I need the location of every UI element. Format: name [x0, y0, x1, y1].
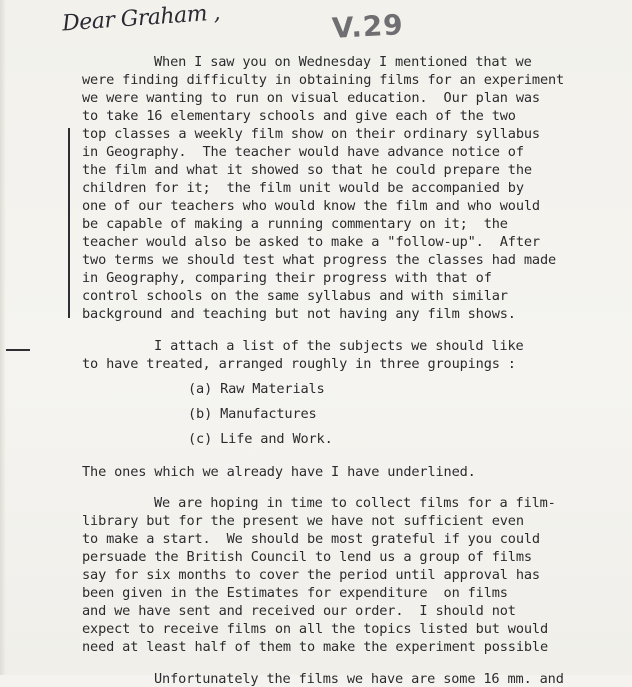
margin-marking-line	[68, 128, 70, 318]
letter-line: in Geography. The teacher would have advance notice of	[82, 144, 524, 160]
letter-line: persuade the British Council to lend us a group of films	[82, 549, 532, 565]
letter-line: (b) Manufactures	[188, 406, 317, 422]
letter-line: When I saw you on Wednesday I mentioned that we	[154, 54, 532, 70]
reference-number: V.29	[331, 8, 405, 45]
letter-line: were finding difficulty in obtaining films for an experiment	[82, 72, 565, 88]
letter-line: top classes a weekly film show on their ordinary syllabus	[82, 126, 540, 142]
letter-line: I attach a list of the subjects we should like	[154, 338, 524, 354]
margin-tick-mark	[6, 349, 30, 351]
letter-line: to make a start. We should be most grateful if you could	[82, 531, 540, 547]
letter-line: Unfortunately the films we have are some 16 mm. and	[154, 671, 564, 687]
letter-line: control schools on the same syllabus and with similar	[82, 288, 508, 304]
letter-line: one of our teachers who would know the film and who would	[82, 198, 540, 214]
letter-line: the film and what it showed so that he could prepare the	[82, 162, 532, 178]
letter-line: we were wanting to run on visual education. Our plan was	[82, 90, 540, 106]
letter-line: to have treated, arranged roughly in three groupings :	[82, 356, 516, 372]
letter-line: (a) Raw Materials	[188, 381, 325, 397]
letter-line: The ones which we already have I have underlined.	[82, 464, 476, 480]
letter-line: We are hoping in time to collect films for a film-	[154, 495, 556, 511]
letter-line: been given in the Estimates for expenditure on films	[82, 585, 508, 601]
letter-line: need at least half of them to make the experiment possible	[82, 639, 548, 655]
letter-line: expect to receive films on all the topics listed but would	[82, 621, 548, 637]
page-edge-shadow	[0, 0, 6, 675]
letter-line: children for it; the film unit would be accompanied by	[82, 180, 524, 196]
handwritten-salutation: Dear Graham ,	[61, 0, 221, 37]
letter-line: and we have sent and received our order. I should not	[82, 603, 516, 619]
letter-line: background and teaching but not having any film shows.	[82, 306, 516, 322]
letter-line: in Geography, comparing their progress with that of	[82, 270, 492, 286]
letter-line: say for six months to cover the period until approval has	[82, 567, 540, 583]
letter-line: two terms we should test what progress the classes had made	[82, 252, 557, 268]
letter-line: teacher would also be asked to make a "follow-up". After	[82, 234, 540, 250]
letter-line: be capable of making a running commentary on it; the	[82, 216, 508, 232]
letter-line: (c) Life and Work.	[188, 431, 333, 447]
letter-line: to take 16 elementary schools and give each of the two	[82, 108, 516, 124]
letter-line: library but for the present we have not sufficient even	[82, 513, 524, 529]
